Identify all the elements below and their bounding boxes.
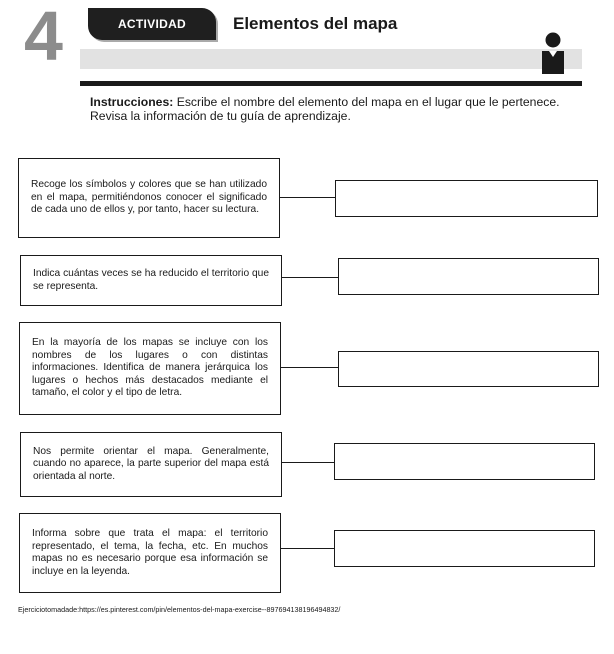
answer-box-4[interactable] bbox=[334, 443, 595, 480]
connector-line-1 bbox=[280, 197, 336, 198]
connector-line-5 bbox=[281, 548, 335, 549]
description-box-5 bbox=[19, 513, 281, 593]
description-box-4 bbox=[20, 432, 282, 497]
description-text-3: En la mayoría de los mapas se incluye con los nombres de los lugares o con distintas informaciones. Identifica de manera jerárquica los lugares o hechos más destacados mediante el tamaño, el color y el tipo de letra. bbox=[32, 337, 268, 399]
description-text-5: Informa sobre que trata el mapa: el territorio representado, el tema, la fecha, etc. En muchos mapas no es necesario porque esa información se incluye en la leyenda. bbox=[32, 528, 268, 577]
connector-line-2 bbox=[282, 277, 339, 278]
answer-box-3[interactable] bbox=[338, 351, 599, 387]
answer-box-5[interactable] bbox=[334, 530, 595, 567]
connector-line-3 bbox=[281, 367, 338, 368]
page-title: Elementos del mapa bbox=[233, 14, 398, 33]
description-box-1 bbox=[18, 158, 280, 238]
person-icon bbox=[539, 32, 567, 74]
answer-box-1[interactable] bbox=[335, 180, 598, 217]
activity-number: 4 bbox=[24, 0, 63, 75]
header-band bbox=[80, 49, 582, 69]
instructions-text: Escribe el nombre del elemento del mapa en el lugar que le pertenece. Revisa la información de tu guía de aprendizaje. bbox=[90, 95, 560, 123]
answer-box-2[interactable] bbox=[338, 258, 599, 295]
source-credit: Ejerciciotomadade:https://es.pinterest.com/pin/elementos-del-mapa-exercise--897694138196494832/ bbox=[18, 605, 341, 614]
instructions bbox=[90, 95, 590, 123]
description-text-2: Indica cuántas veces se ha reducido el territorio que se representa. bbox=[33, 268, 269, 292]
activity-badge: ACTIVIDAD bbox=[88, 8, 216, 40]
description-box-2 bbox=[20, 255, 282, 306]
instructions-label: Instrucciones: bbox=[90, 95, 174, 109]
header-rule bbox=[80, 81, 582, 86]
description-box-3 bbox=[19, 322, 281, 415]
description-text-1: Recoge los símbolos y colores que se han utilizado en el mapa, permitiéndonos conocer el significado de cada uno de ellos y, por tanto, hacer su lectura. bbox=[31, 179, 267, 216]
connector-line-4 bbox=[282, 462, 335, 463]
description-text-4: Nos permite orientar el mapa. Generalmente, cuando no aparece, la parte superior del mapa está orientada al norte. bbox=[33, 445, 269, 482]
